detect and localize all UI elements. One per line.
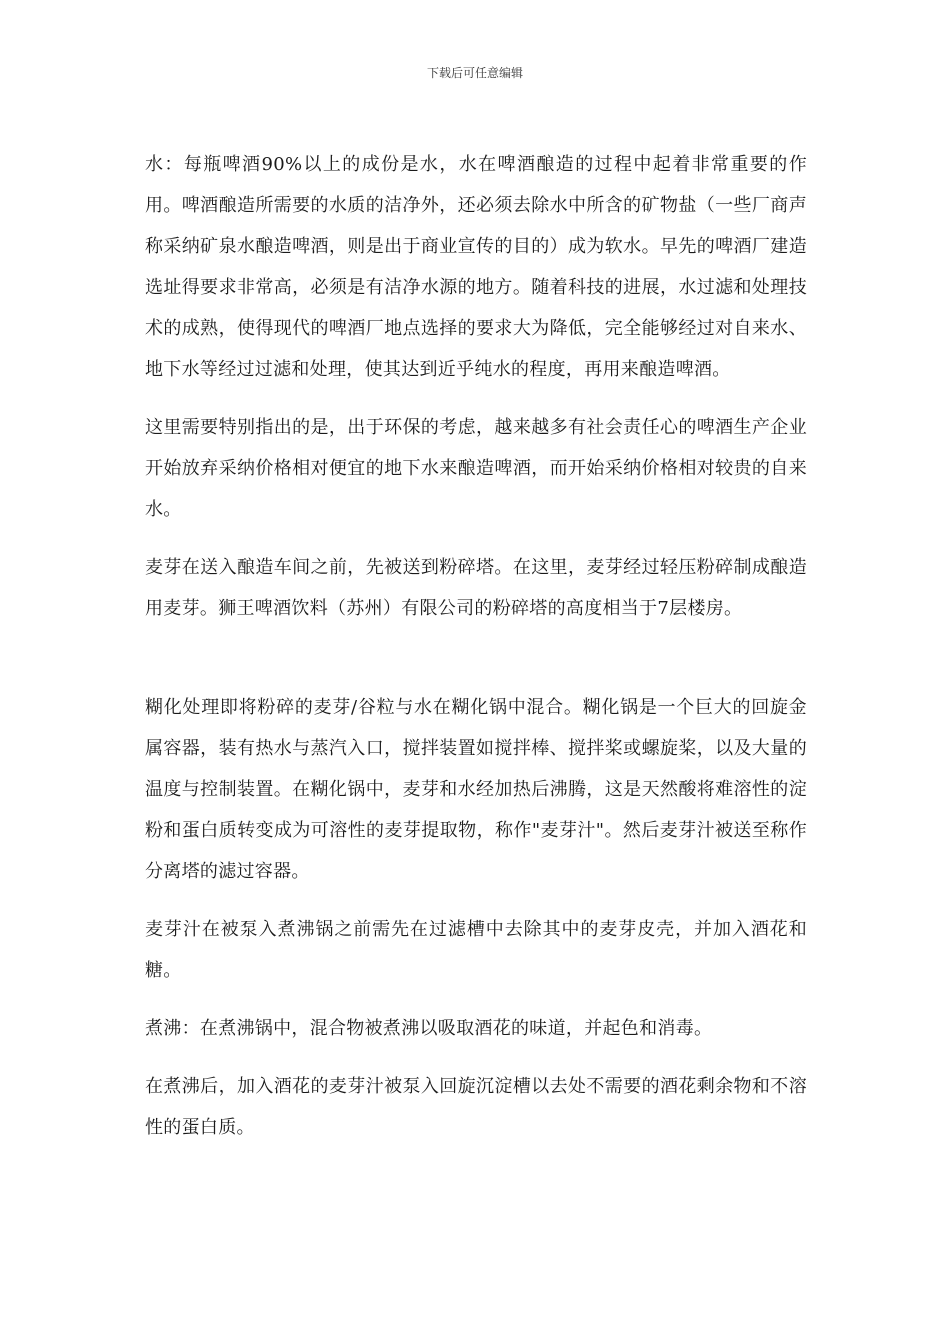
paragraph-malt-mill: 麦芽在送入酿造车间之前，先被送到粉碎塔。在这里，麦芽经过轻压粉碎制成酿造用麦芽。狮王啤酒饮料（苏州）有限公司的粉碎塔的高度相当于7层楼房。: [145, 557, 807, 619]
document-body: [145, 144, 807, 1148]
paragraph-tap-water: 这里需要特别指出的是，出于环保的考虑，越来越多有社会责任心的啤酒生产企业开始放弃采纳价格相对便宜的地下水来酿造啤酒，而开始采纳价格相对较贵的自来水。: [145, 417, 807, 520]
paragraph-lautering: 麦芽汁在被泵入煮沸锅之前需先在过滤槽中去除其中的麦芽皮壳，并加入酒花和糖。: [145, 919, 807, 981]
paragraph-mashing: 糊化处理即将粉碎的麦芽/谷粒与水在糊化锅中混合。糊化锅是一个巨大的回旋金属容器，装有热水与蒸汽入口，搅拌装置如搅拌棒、搅拌桨或螺旋桨，以及大量的温度与控制装置。在糊化锅中，麦芽和水经加热后沸腾，这是天然酸将难溶性的淀粉和蛋白质转变成为可溶性的麦芽提取物，称作"麦芽汁"。然后麦芽汁被送至称作分离塔的滤过容器。: [145, 697, 807, 882]
paragraph-water: 水：每瓶啤酒90%以上的成份是水，水在啤酒酿造的过程中起着非常重要的作用。啤酒酿造所需要的水质的洁净外，还必须去除水中所含的矿物盐（一些厂商声称采纳矿泉水酿造啤酒，则是出于商业宣传的目的）成为软水。早先的啤酒厂建造选址得要求非常高，必须是有洁净水源的地方。随着科技的进展，水过滤和处理技术的成熟，使得现代的啤酒厂地点选择的要求大为降低，完全能够经过对自来水、地下水等经过过滤和处理，使其达到近乎纯水的程度，再用来酿造啤酒。: [145, 154, 807, 380]
page-header-note: 下载后可任意编辑: [426, 66, 523, 80]
paragraph-boiling: 煮沸：在煮沸锅中，混合物被煮沸以吸取酒花的味道，并起色和消毒。: [145, 1018, 713, 1039]
paragraph-whirlpool: 在煮沸后，加入酒花的麦芽汁被泵入回旋沉淀槽以去处不需要的酒花剩余物和不溶性的蛋白质。: [145, 1076, 807, 1138]
